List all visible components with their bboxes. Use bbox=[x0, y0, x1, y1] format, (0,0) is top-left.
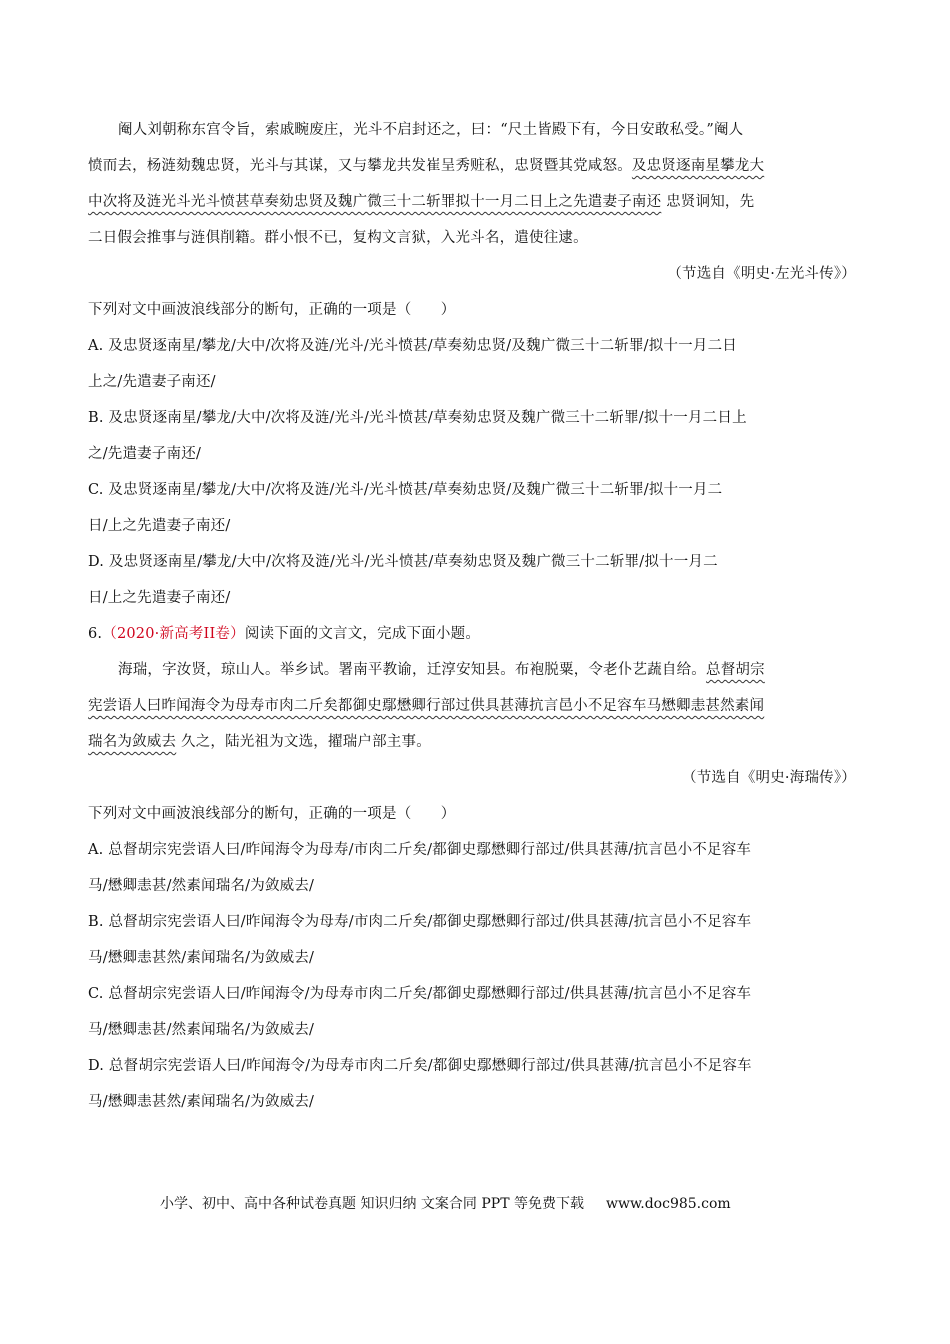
q5-option-c-line-1: C. 及忠贤逐南星/攀龙/大中/次将及涟/光斗/光斗愤甚/草奏劾忠贤/及魏广微三十二斩罪/拟十一月二 bbox=[88, 482, 723, 498]
q6-option-a-line-1: A. 总督胡宗宪尝语人曰/昨闻海令为母寿/市肉二斤矣/都御史鄢懋卿行部过/供具甚薄/抗言邑小不足容车 bbox=[88, 842, 752, 858]
q5-passage-line-2: 愤而去，杨涟劾魏忠贤，光斗与其谋，又与攀龙共发崔呈秀赃私，忠贤暨其党咸怒。及忠贤逐南星攀龙大 bbox=[88, 158, 765, 174]
q6-source: （节选自《明史·海瑞传》） bbox=[682, 770, 856, 786]
q5-option-d-line-1: D. 及忠贤逐南星/攀龙/大中/次将及涟/光斗/光斗愤甚/草奏劾忠贤及魏广微三十二斩罪/拟十一月二 bbox=[88, 554, 718, 570]
q5-passage-line-4: 二日假会推事与涟俱削籍。群小恨不已，复构文言狱，入光斗名，遣使往逮。 bbox=[88, 230, 588, 246]
q6-header: 6.（2020·新高考II卷）阅读下面的文言文，完成下面小题。 bbox=[88, 626, 481, 642]
q5-option-a-line-1: A. 及忠贤逐南星/攀龙/大中/次将及涟/光斗/光斗愤甚/草奏劾忠贤/及魏广微三十二斩罪/拟十一月二日 bbox=[88, 338, 737, 354]
q6-option-b-line-1: B. 总督胡宗宪尝语人曰/昨闻海令为母寿/市肉二斤矣/都御史鄢懋卿行部过/供具甚薄/抗言邑小不足容车 bbox=[88, 914, 752, 930]
q6-option-a-line-2: 马/懋卿恚甚/然素闻瑞名/为敛威去/ bbox=[88, 878, 315, 894]
q6-option-d-line-2: 马/懋卿恚甚然/素闻瑞名/为敛威去/ bbox=[88, 1094, 315, 1110]
q6-wavy-segment-1: 总督胡宗 bbox=[706, 662, 765, 678]
q5-source: （节选自《明史·左光斗传》） bbox=[667, 266, 856, 282]
q6-question: 下列对文中画波浪线部分的断句，正确的一项是（ ） bbox=[88, 806, 456, 822]
footer-url-link[interactable]: www.doc985.com bbox=[605, 1196, 731, 1212]
q6-wavy-segment-3: 瑞名为敛威去 bbox=[88, 734, 177, 750]
q5-option-b-line-2: 之/先遣妻子南还/ bbox=[88, 446, 202, 462]
q6-option-c-line-1: C. 总督胡宗宪尝语人曰/昨闻海令/为母寿市肉二斤矣/都御史鄢懋卿行部过/供具甚薄/抗言邑小不足容车 bbox=[88, 986, 752, 1002]
q5-option-a-line-2: 上之/先遣妻子南还/ bbox=[88, 374, 216, 390]
q6-passage-line-2 bbox=[88, 694, 764, 715]
q5-question: 下列对文中画波浪线部分的断句，正确的一项是（ ） bbox=[88, 302, 456, 318]
q6-wavy-segment-2: 宪尝语人曰昨闻海令为母寿市肉二斤矣都御史鄢懋卿行部过供具甚薄抗言邑小不足容车马懋卿恚甚然素闻 bbox=[88, 698, 765, 714]
q6-exam-tag: （2020·新高考II卷） bbox=[102, 626, 245, 642]
q5-passage-line-3: 中次将及涟光斗光斗愤甚草奏劾忠贤及魏广微三十二斩罪拟十一月二日上之先遣妻子南还 忠贤诇知，先 bbox=[88, 194, 755, 210]
q5-option-d-line-2: 日/上之先遣妻子南还/ bbox=[88, 590, 231, 606]
q6-passage-line-3: 瑞名为敛威去 久之，陆光祖为文选，擢瑞户部主事。 bbox=[88, 734, 431, 750]
q6-option-d-line-1: D. 总督胡宗宪尝语人曰/昨闻海令/为母寿市肉二斤矣/都御史鄢懋卿行部过/供具甚薄/抗言邑小不足容车 bbox=[88, 1058, 752, 1074]
q5-wavy-segment-1: 及忠贤逐南星攀龙大 bbox=[631, 158, 765, 174]
q5-wavy-segment-2: 中次将及涟光斗光斗愤甚草奏劾忠贤及魏广微三十二斩罪拟十一月二日上之先遣妻子南还 bbox=[88, 194, 662, 210]
q6-option-b-line-2: 马/懋卿恚甚然/素闻瑞名/为敛威去/ bbox=[88, 950, 315, 966]
footer-text: 小学、初中、高中各种试卷真题 知识归纳 文案合同 PPT 等免费下载 bbox=[160, 1196, 584, 1212]
q5-option-c-line-2: 日/上之先遣妻子南还/ bbox=[88, 518, 231, 534]
q6-passage-line-1: 海瑞，字汝贤，琼山人。举乡试。署南平教谕，迁淳安知县。布袍脱粟，令老仆艺蔬自给。总督胡宗 bbox=[118, 662, 765, 678]
q6-option-c-line-2: 马/懋卿恚甚/然素闻瑞名/为敛威去/ bbox=[88, 1022, 315, 1038]
q5-option-b-line-1: B. 及忠贤逐南星/攀龙/大中/次将及涟/光斗/光斗愤甚/草奏劾忠贤及魏广微三十二斩罪/拟十一月二日上 bbox=[88, 410, 747, 426]
q5-passage-line-1: 阉人刘朝称东宫令旨，索戚畹废庄，光斗不启封还之，曰：“尺土皆殿下有，今日安敢私受。”阉人 bbox=[118, 122, 744, 138]
page-footer bbox=[160, 1193, 731, 1213]
